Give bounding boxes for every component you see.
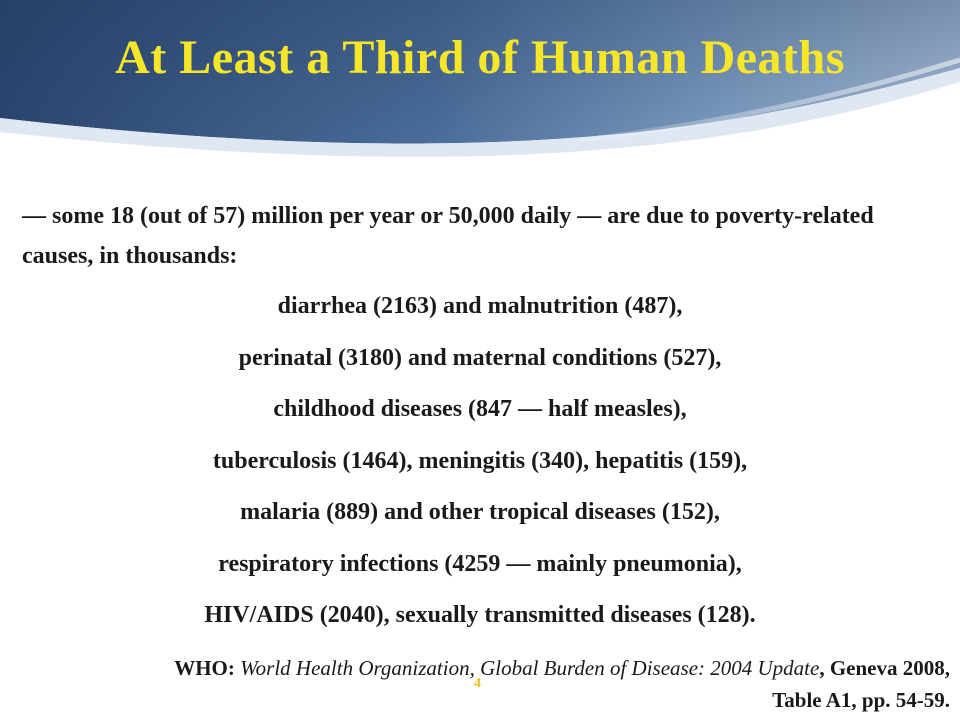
- list-item: perinatal (3180) and maternal conditions (527),: [238, 344, 722, 371]
- causes-list: [0, 286, 960, 647]
- source-suffix: , Geneva 2008,: [819, 656, 950, 680]
- source-title: World Health Organization, Global Burden of Disease: 2004 Update: [240, 656, 820, 680]
- source-prefix: WHO:: [174, 656, 241, 680]
- list-item: HIV/AIDS (2040), sexually transmitted diseases (128).: [204, 602, 756, 628]
- list-item: childhood diseases (847 — half measles),: [273, 396, 687, 422]
- list-item: respiratory infections (4259 — mainly pneumonia),: [218, 550, 742, 577]
- slide-title: At Least a Third of Human Deaths: [115, 31, 845, 84]
- list-item: tuberculosis (1464), meningitis (340), hepatitis (159),: [212, 447, 748, 474]
- list-item: malaria (889) and other tropical diseases (152),: [240, 499, 720, 525]
- source-line-2: Table A1, pp. 54-59.: [772, 688, 950, 712]
- intro-text: — some 18 (out of 57) million per year or 50,000 daily — are due to poverty-related causes, in thousands:: [22, 203, 874, 269]
- list-item: diarrhea (2163) and malnutrition (487),: [277, 293, 683, 319]
- page-number: 4: [474, 676, 481, 691]
